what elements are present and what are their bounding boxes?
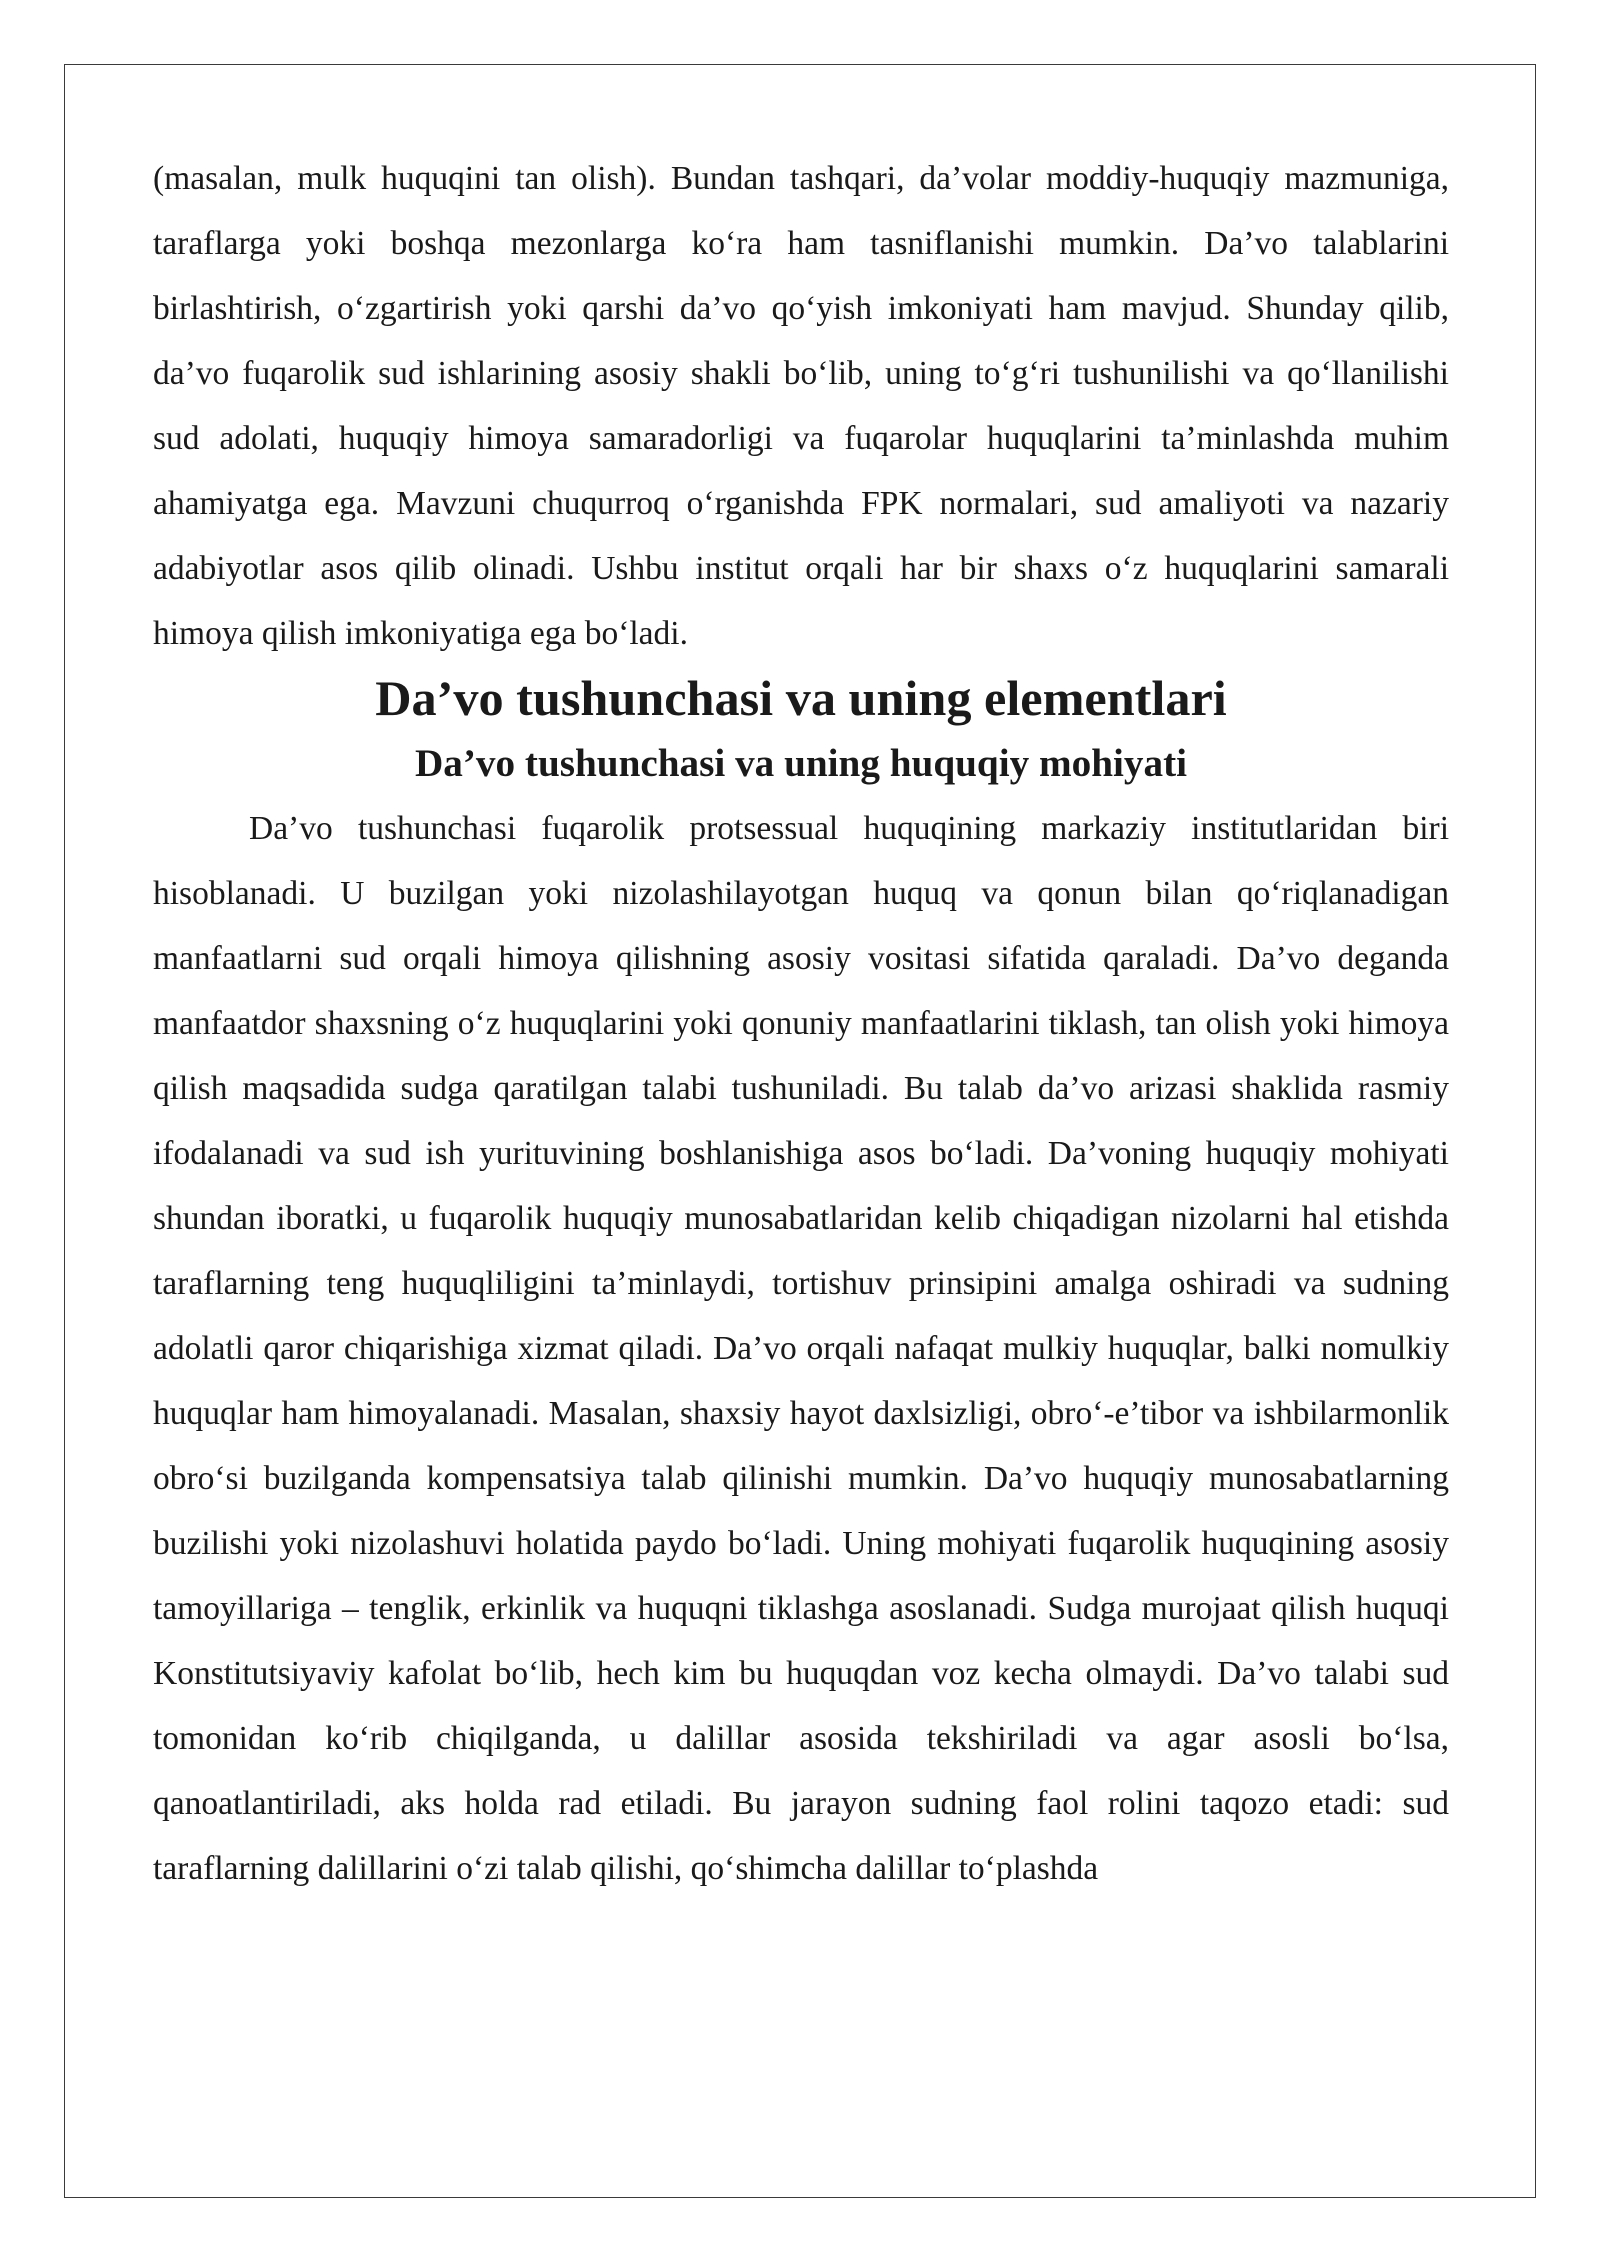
document-body (153, 146, 1449, 1901)
paragraph-body: Da’vo tushunchasi fuqarolik protsessual huquqining markaziy institutlaridan biri hisoblanadi. U buzilgan yoki nizolashilayotgan huquq va qonun bilan qo‘riqlanadigan manfaatlarni sud orqali himoya qilishning asosiy vositasi sifatida qaraladi. Da’vo deganda manfaatdor shaxsning o‘z huquqlarini yoki qonuniy manfaatlarini tiklash, tan olish yoki himoya qilish maqsadida sudga qaratilgan talabi tushuniladi. Bu talab da’vo arizasi shaklida rasmiy ifodalanadi va sud ish yurituvining boshlanishiga asos bo‘ladi. Da’voning huquqiy mohiyati shundan iboratki, u fuqarolik huquqiy munosabatlaridan kelib chiqadigan nizolarni hal etishda taraflarning teng huquqliligini ta’minlaydi, tortishuv prinsipini amalga oshiradi va sudning adolatli qaror chiqarishiga xizmat qiladi. Da’vo orqali nafaqat mulkiy huquqlar, balki nomulkiy huquqlar ham himoyalanadi. Masalan, shaxsiy hayot daxlsizligi, obro‘-e’tibor va ishbilarmonlik obro‘si buzilganda kompensatsiya talab qilinishi mumkin. Da’vo huquqiy munosabatlarning buzilishi yoki nizolashuvi holatida paydo bo‘ladi. Uning mohiyati fuqarolik huquqining asosiy tamoyillariga – tenglik, erkinlik va huquqni tiklashga asoslanadi. Sudga murojaat qilish huquqi Konstitutsiyaviy kafolat bo‘lib, hech kim bu huquqdan voz kecha olmaydi. Da’vo talabi sud tomonidan ko‘rib chiqilganda, u dalillar asosida tekshiriladi va agar asosli bo‘lsa, qanoatlantiriladi, aks holda rad etiladi. Bu jarayon sudning faol rolini taqozo etadi: sud taraflarning dalillarini o‘zi talab qilishi, qo‘shimcha dalillar to‘plashda (153, 810, 1449, 1887)
subsection-heading: Da’vo tushunchasi va uning huquqiy mohiyati (414, 742, 1188, 785)
paragraph-continuation: (masalan, mulk huquqini tan olish). Bundan tashqari, da’volar moddiy-huquqiy mazmuniga, taraflarga yoki boshqa mezonlarga ko‘ra ham tasniflanishi mumkin. Da’vo talablarini birlashtirish, o‘zgartirish yoki qarshi da’vo qo‘yish imkoniyati ham mavjud. Shunday qilib, da’vo fuqarolik sud ishlarining asosiy shakli bo‘lib, uning to‘g‘ri tushunilishi va qo‘llanilishi sud adolati, huquqiy himoya samaradorligi va fuqarolar huquqlarini ta’minlashda muhim ahamiyatga ega. Mavzuni chuqurroq o‘rganishda FPK normalari, sud amaliyoti va nazariy adabiyotlar asos qilib olinadi. Ushbu institut orqali har bir shaxs o‘z huquqlarini samarali himoya qilish imkoniyatiga ega bo‘ladi. (153, 160, 1449, 652)
section-heading: Da’vo tushunchasi va uning elementlari (375, 670, 1227, 726)
